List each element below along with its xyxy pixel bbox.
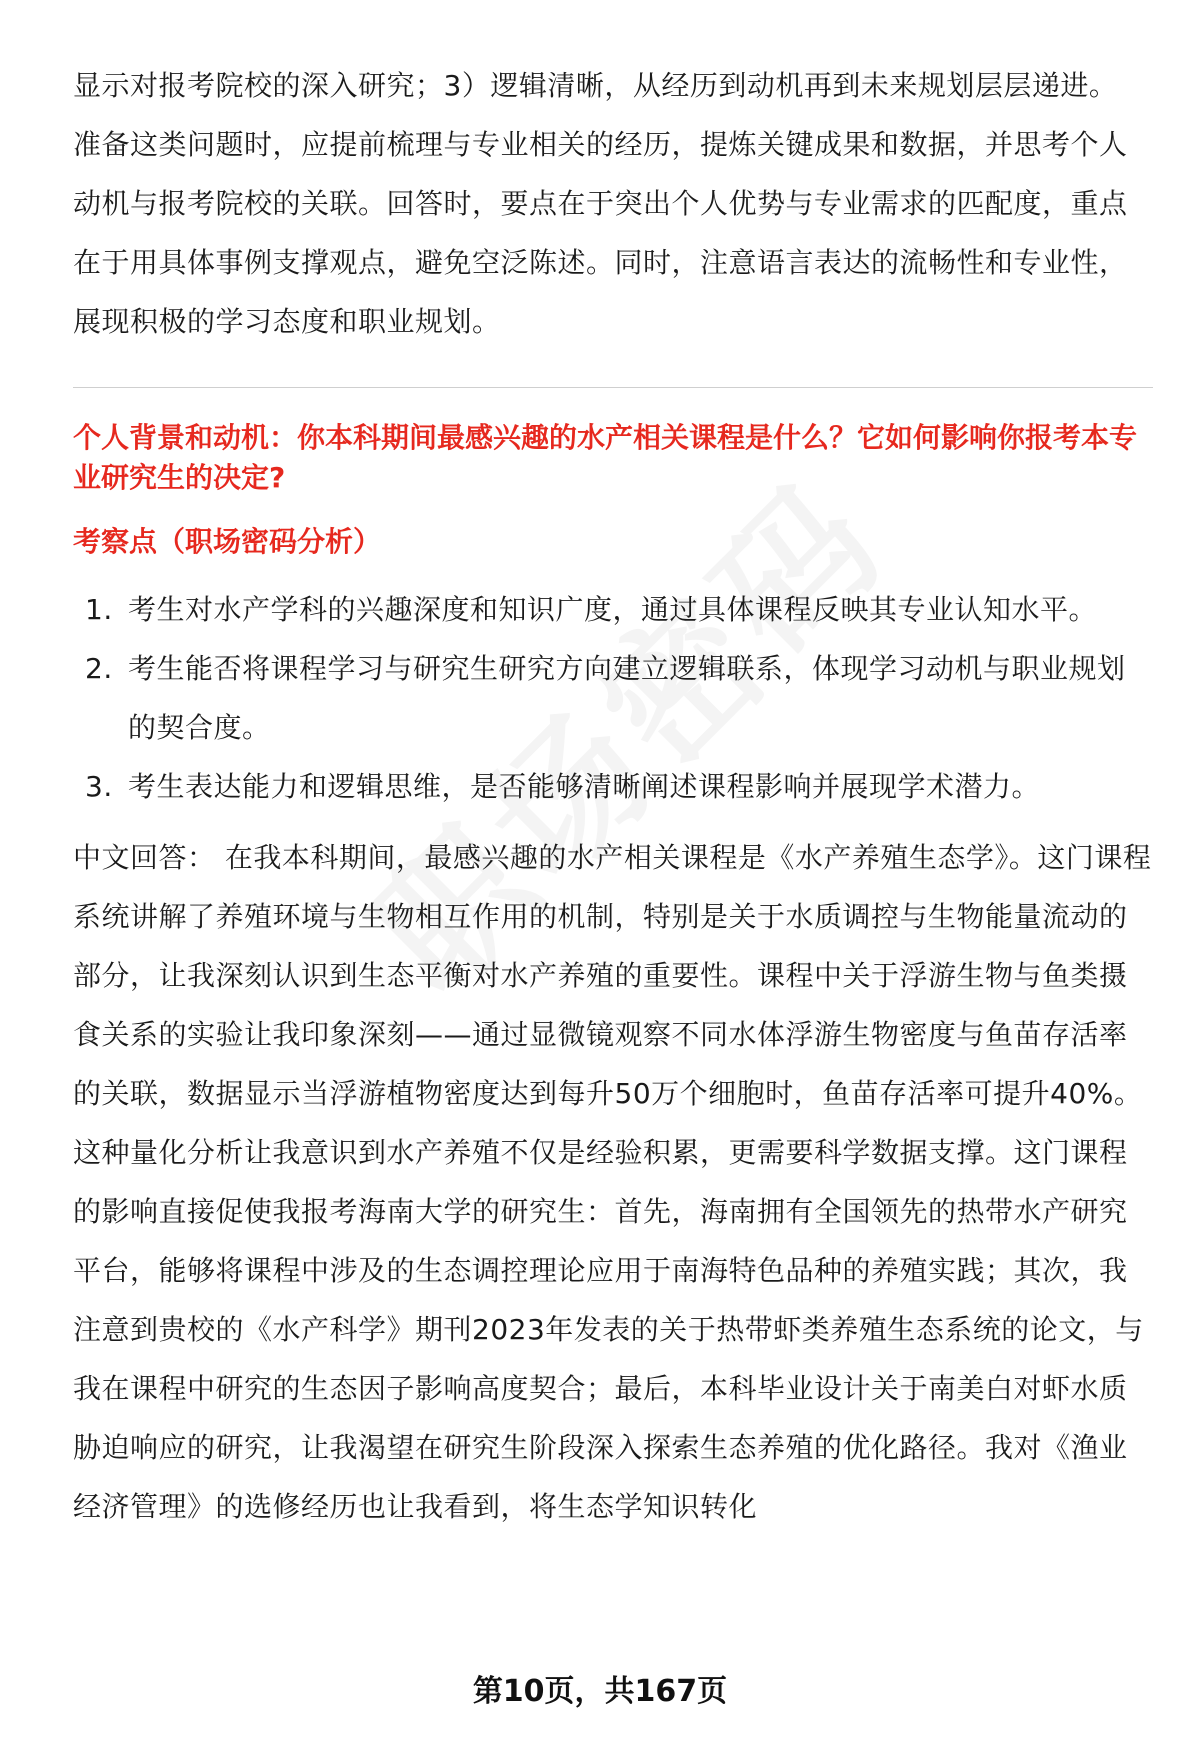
- points-list: [73, 580, 1153, 816]
- list-item: [73, 580, 1153, 639]
- section-title: 考察点（职场密码分析）: [73, 525, 382, 558]
- list-item-number: 2.: [85, 652, 113, 685]
- page-number-footer: 第10页，共167页: [472, 1674, 728, 1709]
- list-item-number: 3.: [85, 770, 113, 803]
- list-item: [73, 639, 1153, 757]
- section-divider: [73, 387, 1153, 388]
- list-item: [73, 757, 1153, 816]
- page-content: [73, 56, 1153, 1536]
- intro-paragraph-2: 准备这类问题时，应提前梳理与专业相关的经历，提炼关键成果和数据，并思考个人动机与报考院校的关联。回答时，要点在于突出个人优势与专业需求的匹配度，重点在于用具体事例支撑观点，避免空泛陈述。同时，注意语言表达的流畅性和专业性，展现积极的学习态度和职业规划。: [73, 128, 1128, 338]
- list-item-text: 考生能否将课程学习与研究生研究方向建立逻辑联系，体现学习动机与职业规划的契合度。: [128, 652, 1126, 744]
- list-item-text: 考生对水产学科的兴趣深度和知识广度，通过具体课程反映其专业认知水平。: [128, 593, 1098, 626]
- question-heading: 个人背景和动机：你本科期间最感兴趣的水产相关课程是什么？它如何影响你报考本专业研究生的决定?: [73, 421, 1138, 494]
- intro-paragraph-1: 显示对报考院校的深入研究；3）逻辑清晰，从经历到动机再到未来规划层层递进。: [73, 69, 1118, 102]
- answer-paragraph: 中文回答： 在我本科期间，最感兴趣的水产相关课程是《水产养殖生态学》。这门课程系统讲解了养殖环境与生物相互作用的机制，特别是关于水质调控与生物能量流动的部分，让我深刻认识到生态平衡对水产养殖的重要性。课程中关于浮游生物与鱼类摄食关系的实验让我印象深刻——通过显微镜观察不同水体浮游生物密度与鱼苗存活率的关联，数据显示当浮游植物密度达到每升50万个细胞时，鱼苗存活率可提升40%。这种量化分析让我意识到水产养殖不仅是经验积累，更需要科学数据支撑。这门课程的影响直接促使我报考海南大学的研究生：首先，海南拥有全国领先的热带水产研究平台，能够将课程中涉及的生态调控理论应用于南海特色品种的养殖实践；其次，我注意到贵校的《水产科学》期刊2023年发表的关于热带虾类养殖生态系统的论文，与我在课程中研究的生态因子影响高度契合；最后，本科毕业设计关于南美白对虾水质胁迫响应的研究，让我渴望在研究生阶段深入探索生态养殖的优化路径。我对《渔业经济管理》的选修经历也让我看到，将生态学知识转化: [73, 841, 1152, 1523]
- list-item-text: 考生表达能力和逻辑思维，是否能够清晰阐述课程影响并展现学术潜力。: [128, 770, 1041, 803]
- list-item-number: 1.: [85, 593, 113, 626]
